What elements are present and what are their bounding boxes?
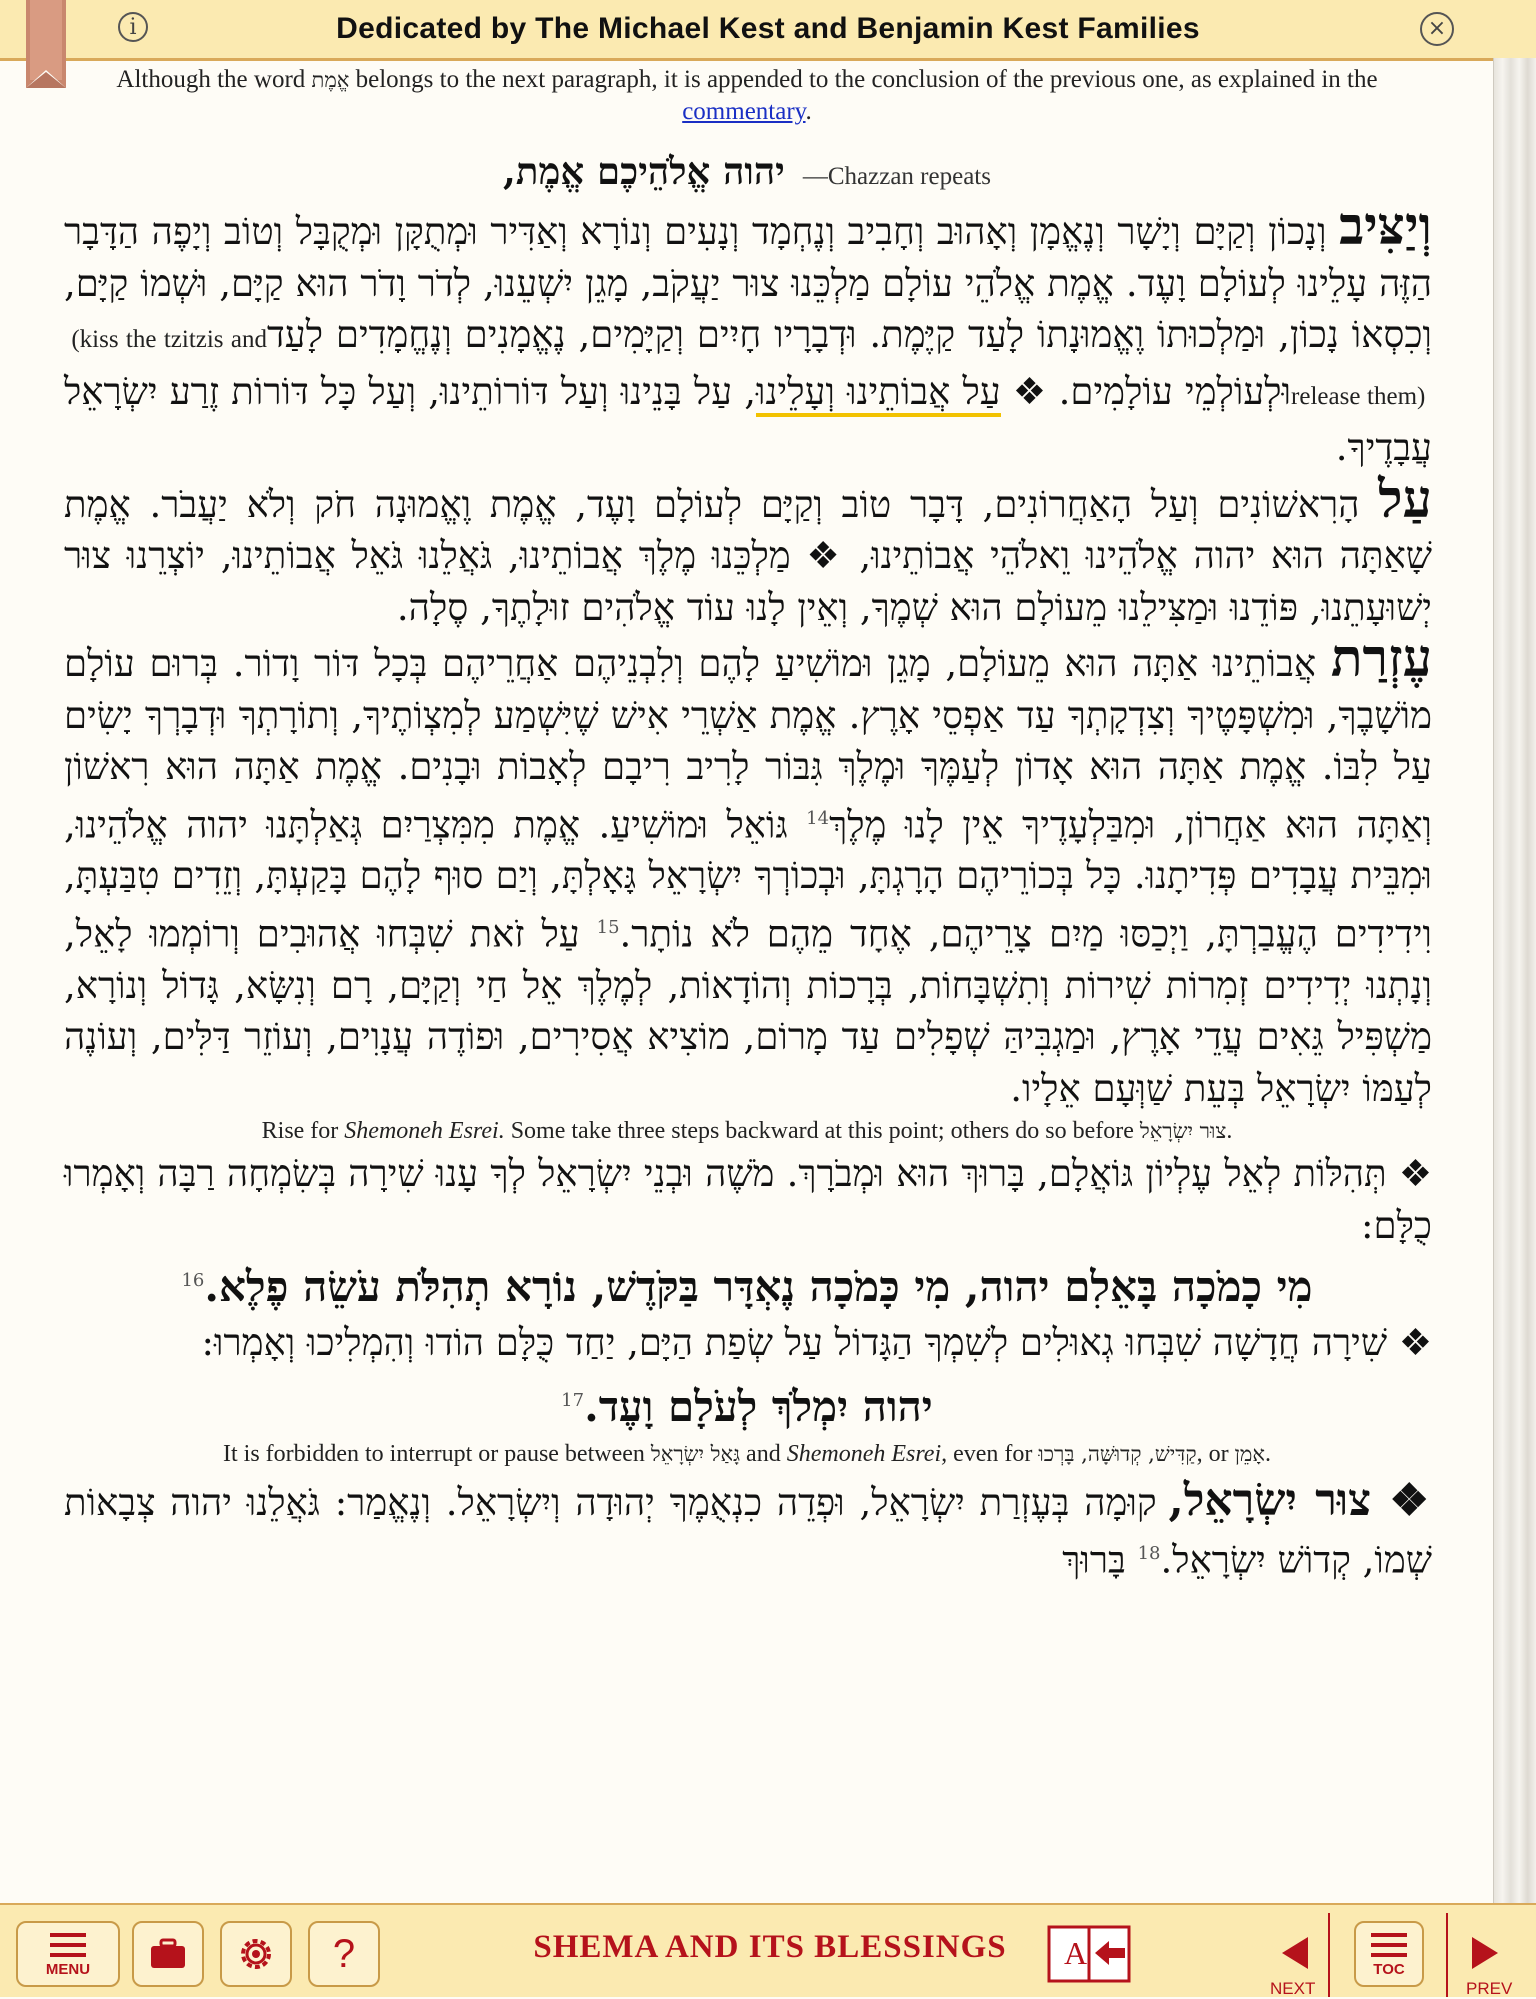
paragraph-text: וְנָכוֹן וְקַיָּם וְיָשָׁר וְנֶאֱמָן וְאָהוּב וְחָבִיב וְנֶחְמָד וְנָעִים וְנוֹרָא וְאַדִּיר וּמְתֻקָּן וּמְקֻבָּל וְטוֹב וְיָפֶה הַדָּבָר הַזֶּה עָלֵינוּ לְעוֹלָם וָעֶד. אֱמֶת אֱלֹהֵי עוֹלָם מַלְכֵּנוּ צוּר יַעֲקֹב, מָגֵן יִשְׁעֵנוּ, לְדֹר וָדֹר הוּא קַיָּם, וּשְׁמוֹ קַיָּם, וְכִסְאוֹ נָכוֹן, וּמַלְכוּתוֹ וֶאֱמוּנָתוֹ לָעַד קַיֶּמֶת. וּדְבָרָיו חָיִים וְקַיָּמִים, נֶאֱמָנִים וְנֶחֱמָדִים לָעַד xyxy=(64,210,1432,356)
settings-button[interactable] xyxy=(220,1921,292,1987)
chazzan-label: —Chazzan repeats xyxy=(802,163,991,190)
nav-divider xyxy=(1446,1913,1448,1997)
highlighted-phrase[interactable]: עַל אֲבוֹתֵינוּ וְעָלֵינוּ xyxy=(756,370,1001,417)
footnote-number[interactable]: 16 xyxy=(181,1270,205,1292)
briefcase-icon xyxy=(149,1938,187,1970)
instruction-no-interrupt xyxy=(0,1437,1494,1471)
info-icon[interactable]: i xyxy=(118,12,148,42)
dedication-title: Dedicated by The Michael Kest and Benjamin Kest Families xyxy=(336,12,1200,45)
footnote-number[interactable]: 17 xyxy=(561,1389,585,1411)
note-text-end: . xyxy=(805,98,812,125)
bookmark-icon[interactable] xyxy=(20,0,72,92)
briefcase-button[interactable] xyxy=(132,1921,204,1987)
menu-button[interactable] xyxy=(16,1921,120,1987)
paragraph-text: וּלְעוֹלְמֵי עוֹלָמִים. ❖ xyxy=(1000,369,1292,413)
instruction-text: and xyxy=(740,1440,787,1467)
instruction-emphasis: Shemoneh Esrei, xyxy=(786,1440,948,1467)
instruction-hebrew: צוּר יִשְׂרָאֵל xyxy=(1139,1119,1227,1144)
next-button[interactable] xyxy=(1264,1915,1324,1997)
nav-divider xyxy=(1328,1913,1330,1997)
prev-button[interactable] xyxy=(1460,1915,1528,1997)
paragraph-text: קוּמָה בְּעֶזְרַת יִשְׂרָאֵל, וּפְדֵה כִנְאֻמֶךָ יְהוּדָה וְיִשְׂרָאֵל. וְנֶאֱמַר: גֹּאֲלֵנוּ יהוה צְבָאוֹת שְׁמוֹ, קְדוֹשׁ יִשְׂרָאֵל. xyxy=(64,1480,1432,1582)
instruction-text: . xyxy=(1264,1440,1271,1467)
triangle-left-icon xyxy=(1280,1935,1310,1971)
instruction-text: . xyxy=(1226,1118,1233,1145)
bottom-toolbar xyxy=(0,1903,1536,1997)
instruction-text: , or xyxy=(1196,1440,1235,1467)
help-icon: ? xyxy=(332,1931,356,1976)
close-icon[interactable]: × xyxy=(1420,12,1454,46)
paragraph-text: הָרִאשׁוֹנִים וְעַל הָאַחֲרוֹנִים, דָּבָר טוֹב וְקַיָּם לְעוֹלָם וָעֶד, אֱמֶת וֶאֱמוּנָה חֹק וְלֹא יַעֲבֹר. אֱמֶת שָׁאַתָּה הוּא יהוה אֱלֹהֵינוּ וֵאלֹהֵי אֲבוֹתֵינוּ, ❖ מַלְכֵּנוּ מֶלֶךְ אֲבוֹתֵינוּ, גֹּאֲלֵנוּ גֹּאֵל אֲבוֹתֵינוּ, יוֹצְרֵנוּ צוּר יְשׁוּעָתֵנוּ, פּוֹדֵנוּ וּמַצִּילֵנוּ מֵעוֹלָם הוּא שְׁמֶךָ, וְאֵין לָנוּ עוֹד אֱלֹהִים זוּלָתֶךָ, סֶלָה. xyxy=(64,482,1432,629)
paragraph-tzur-yisrael xyxy=(64,1475,1432,1586)
paragraph-opening-word: עַל xyxy=(1378,468,1432,530)
next-label: NEXT xyxy=(1270,1979,1316,1998)
font-size-button[interactable] xyxy=(1044,1921,1138,1987)
instruction-hebrew: גָּאַל יִשְׂרָאֵל xyxy=(650,1441,741,1466)
toc-label: TOC xyxy=(1373,1960,1405,1978)
paragraph-text: ❖ תְּהִלּוֹת לְאֵל עֶלְיוֹן גּוֹאֲלָם, בָּרוּךְ הוּא וּמְבֹרָךְ. מֹשֶׁה וּבְנֵי יִשְׂרָאֵל לְךָ עָנוּ שִׁירָה בְּשִׂמְחָה רַבָּה וְאָמְרוּ כֻלָּם: xyxy=(64,1152,1432,1247)
instruction-inline: (kiss the tzitzis and release them) xyxy=(64,326,1432,410)
instruction-hebrew: אָמֵן xyxy=(1234,1441,1265,1466)
gear-icon xyxy=(236,1934,276,1974)
note-hebrew-word: אֱמֶת xyxy=(311,68,350,92)
paragraph-opening-word: וְיַצִּיב xyxy=(1339,196,1432,257)
paragraph-veyatziv xyxy=(64,196,1432,474)
paragraph-al-harishonim xyxy=(64,468,1432,634)
paragraph-tehillos xyxy=(64,1148,1432,1251)
instruction-rise xyxy=(0,1114,1494,1148)
footnote-number[interactable]: 18 xyxy=(1137,1543,1161,1565)
instruction-text: even for xyxy=(947,1440,1039,1467)
font-size-label: A xyxy=(1064,1935,1088,1971)
paragraph-text: , עַל בָּנֵינוּ וְעַל דּוֹרוֹתֵינוּ, וְעַל כָּל דּוֹרוֹת זֶרַע יִשְׂרָאֵל עֲבָדֶיךָ. xyxy=(64,369,1432,469)
prayer-content xyxy=(0,58,1494,1586)
commentary-note xyxy=(0,64,1494,127)
help-button[interactable] xyxy=(308,1921,380,1987)
font-size-icon xyxy=(1045,1923,1137,1985)
toc-button[interactable] xyxy=(1354,1921,1424,1987)
verse-text: מִי כָמֹכָה בָּאֵלִם יהוה, מִי כָּמֹכָה נֶאְדָּר בַּקֹּדֶשׁ, נוֹרָא תְהִלֹּת עֹשֵׂה פֶלֶא. xyxy=(204,1262,1313,1312)
verse-text: יהוה יִמְלֹךְ לְעֹלָם וָעֶד. xyxy=(584,1381,933,1431)
note-text-2: belongs to the next paragraph, it is appended to the conclusion of the previous one, as explained in the xyxy=(349,66,1378,93)
menu-label: MENU xyxy=(45,1960,91,1978)
footnote-number[interactable]: 14 xyxy=(806,807,830,829)
triangle-right-icon xyxy=(1470,1935,1500,1971)
instruction-emphasis: Shemoneh Esrei. xyxy=(344,1118,505,1145)
paragraph-ezras xyxy=(64,628,1432,1114)
instruction-text: Some take three steps backward at this point; others do so before xyxy=(504,1118,1140,1145)
paragraph-text: עַל זֹאת שִׁבְּחוּ אֲהוּבִים וְרוֹמְמוּ לָאֵל, וְנָתְנוּ יְדִידִים זְמִרוֹת שִׁירוֹת וְתִשְׁבָּחוֹת, בְּרָכוֹת וְהוֹדָאוֹת, לְמֶלֶךְ אֵל חַי וְקַיָּם, רָם וְנִשָּׂא, גָּדוֹל וְנוֹרָא, מַשְׁפִּיל גֵּאִים עֲדֵי אָרֶץ, וּמַגְבִּיהַּ שְׁפָלִים עַד מָרוֹם, מוֹצִיא אֲסִירִים, וּפוֹדֶה עֲנָוִים, וְעוֹזֵר דַּלִּים, וְעוֹנֶה לְעַמּוֹ יִשְׂרָאֵל בְּעֵת שַׁוְּעָם אֵלָיו. xyxy=(64,912,1432,1110)
instruction-text: It is forbidden to interrupt or pause between xyxy=(223,1440,651,1467)
paragraph-opening-word: עֶזְרַת xyxy=(1330,628,1432,689)
chazzan-hebrew: יהוה אֱלֹהֵיכֶם אֱמֶת, xyxy=(503,149,785,193)
footnote-number[interactable]: 15 xyxy=(596,916,620,938)
instruction-text: Rise for xyxy=(261,1118,345,1145)
verse-hashem-yimloch xyxy=(150,1373,1344,1435)
toc-icon xyxy=(1369,1931,1409,1959)
paragraph-shira-chadasha xyxy=(64,1317,1432,1369)
commentary-link[interactable]: commentary xyxy=(682,98,806,125)
section-title: SHEMA AND ITS BLESSINGS xyxy=(533,1929,1007,1965)
paragraph-text: אֲבוֹתֵינוּ אַתָּה הוּא מֵעוֹלָם, מָגֵן וּמוֹשִׁיעַ לָהֶם וְלִבְנֵיהֶם אַחֲרֵיהֶם בְּכָל דּוֹר וָדוֹר. בְּרוּם עוֹלָם מוֹשָׁבֶךָ, וּמִשְׁפָּטֶיךָ וְצִדְקָתְךָ עַד אַפְסֵי אָרֶץ. אֱמֶת אַשְׁרֵי אִישׁ שֶׁיִּשְׁמַע לְמִצְוֹתֶיךָ, וְתוֹרָתְךָ וּדְבָרְךָ יָשִׂים עַל לִבּוֹ. אֱמֶת אַתָּה הוּא אָדוֹן לְעַמֶּךָ וּמֶלֶךְ גִּבּוֹר לָרִיב רִיבָם לְאָבוֹת וּבָנִים. אֱמֶת אַתָּה הוּא רִאשׁוֹן וְאַתָּה הוּא אַחֲרוֹן, וּמִבַּלְעָדֶיךָ אֵין לָנוּ מֶלֶךְ xyxy=(64,642,1432,846)
instruction-hebrew: קַדִּישׁ, קְדוּשָּׁה, בָּרְכוּ xyxy=(1038,1441,1197,1466)
paragraph-text: בָּרוּךְ xyxy=(1062,1538,1138,1582)
page-edge xyxy=(1493,58,1536,1903)
paragraph-text: ❖ שִׁירָה חֲדָשָׁה שִׁבְּחוּ גְאוּלִים לְשִׁמְךָ הַגָּדוֹל עַל שְׂפַת הַיָּם, יַחַד כֻּלָּם הוֹדוּ וְהִמְלִיכוּ וְאָמְרוּ: xyxy=(201,1321,1432,1365)
prev-label: PREV xyxy=(1466,1979,1513,1998)
paragraph-text: גּוֹאֵל וּמוֹשִׁיעַ. אֱמֶת מִמִּצְרַיִם גְּאַלְתָּנוּ יהוה אֱלֹהֵינוּ, וּמִבֵּית עֲבָדִים פְּדִיתָנוּ. כָּל בְּכוֹרֵיהֶם הָרָגְתָּ, וּבְכוֹרְךָ יִשְׂרָאֵל גָּאָלְתָּ, וְיַם סוּף לָהֶם בָּקַעְתָּ, וְזֵדִים טִבַּעְתָּ, וִידִידִים הֶעֱבַרְתָּ, וַיְכַסּוּ מַיִם צָרֵיהֶם, אֶחָד מֵהֶם לֹא נוֹתָר. xyxy=(64,802,1432,956)
note-text-1: Although the word xyxy=(116,66,312,93)
dedication-bar xyxy=(0,0,1536,61)
chazzan-line xyxy=(0,149,1494,197)
verse-mi-chamocha xyxy=(150,1253,1344,1315)
paragraph-opening-word: ❖ צוּר יִשְׂרָאֵל, xyxy=(1168,1474,1432,1526)
menu-icon xyxy=(48,1931,88,1959)
